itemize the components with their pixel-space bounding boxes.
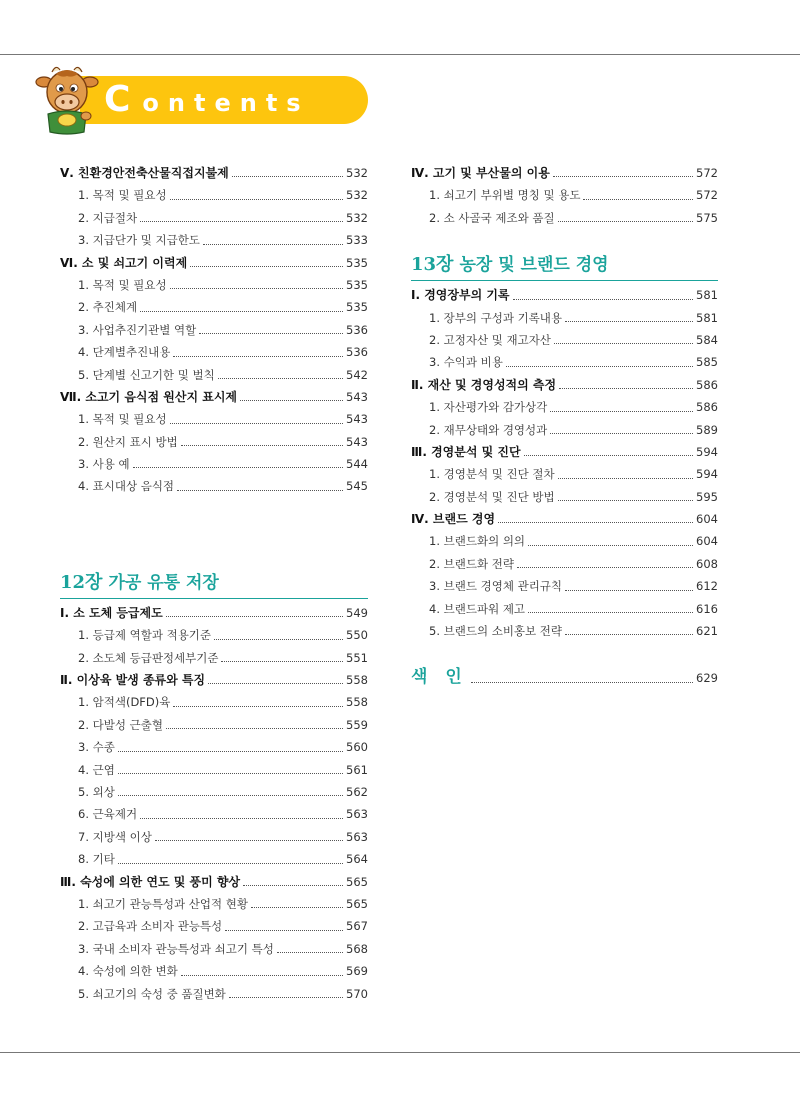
leader-dots [528, 606, 693, 613]
leader-dots [173, 350, 343, 357]
toc-item-label: 6. 근육제거 [78, 807, 138, 822]
leader-dots [471, 676, 693, 683]
toc-item-label: 4. 표시대상 음식점 [78, 479, 175, 494]
toc-page-number: 570 [346, 986, 368, 1001]
toc-item[interactable] [60, 296, 368, 318]
leader-dots [170, 282, 343, 289]
toc-page-number: 532 [346, 210, 368, 225]
toc-page-number: 586 [696, 400, 718, 415]
toc-page-number: 549 [346, 605, 368, 620]
toc-item[interactable] [411, 575, 718, 597]
toc-item[interactable] [60, 341, 368, 363]
leader-dots [251, 901, 343, 908]
toc-item[interactable] [411, 419, 718, 441]
toc-page-number: 584 [696, 332, 718, 347]
toc-section-label: Ⅲ. 경영분석 및 진단 [411, 444, 521, 459]
leader-dots [170, 417, 343, 424]
leader-dots [218, 372, 343, 379]
leader-dots [550, 427, 693, 434]
toc-item-label: 2. 고정자산 및 재고자산 [429, 332, 551, 347]
toc-page-number: 604 [696, 512, 718, 527]
toc-section[interactable] [60, 602, 368, 624]
toc-page-number: 572 [696, 166, 718, 180]
chapter-title: 가공 유통 저장 [108, 572, 219, 593]
leader-dots [229, 991, 343, 998]
toc-page-number: 604 [696, 534, 718, 549]
toc-page-number: 535 [346, 277, 368, 292]
toc-item-label: 1. 쇠고기 관능특성과 산업적 현황 [78, 896, 249, 911]
toc-item-label: 1. 목적 및 필요성 [78, 188, 167, 203]
leader-dots [558, 215, 693, 222]
toc-page-number: 543 [346, 434, 368, 449]
leader-dots [553, 170, 693, 177]
leader-dots [558, 494, 693, 501]
toc-page-number: 563 [346, 829, 368, 844]
toc-item[interactable] [60, 960, 368, 982]
toc-item-label: 2. 지급절차 [78, 210, 138, 225]
toc-item-label: 3. 사용 예 [78, 457, 130, 472]
leader-dots [277, 946, 343, 953]
toc-page-number: 564 [346, 852, 368, 867]
toc-item[interactable] [60, 938, 368, 960]
toc-page-number: 532 [346, 188, 368, 203]
toc-page-number: 568 [346, 941, 368, 956]
toc-page-number: 594 [696, 467, 718, 482]
leader-dots [140, 812, 343, 819]
toc-right-column [411, 162, 718, 692]
toc-item[interactable] [60, 624, 368, 646]
toc-page-number: 532 [346, 166, 368, 180]
toc-item-label: 2. 추진체계 [78, 300, 138, 315]
toc-page-number: 536 [346, 322, 368, 337]
leader-dots [565, 315, 693, 322]
top-rule [0, 54, 800, 55]
toc-item[interactable] [411, 329, 718, 351]
toc-page-number: 536 [346, 345, 368, 360]
toc-page-number: 612 [696, 579, 718, 594]
leader-dots [506, 360, 693, 367]
toc-page-number: 543 [346, 389, 368, 404]
toc-item-label: 7. 지방색 이상 [78, 829, 152, 844]
toc-section-label: Ⅱ. 재산 및 경영성적의 측정 [411, 377, 557, 392]
leader-dots [240, 394, 343, 401]
leader-dots [173, 700, 343, 707]
toc-section-label: Ⅱ. 이상육 발생 종류와 특징 [60, 673, 206, 688]
toc-item-label: 1. 자산평가와 감가상각 [429, 400, 548, 415]
toc-item[interactable] [411, 307, 718, 329]
toc-item-label: 4. 근염 [78, 762, 115, 777]
leader-dots [118, 745, 343, 752]
toc-section[interactable] [60, 252, 368, 274]
leader-dots [155, 834, 343, 841]
toc-item-label: 1. 목적 및 필요성 [78, 412, 167, 427]
toc-page-number: 586 [696, 377, 718, 392]
toc-section[interactable] [60, 162, 368, 184]
toc-section-label: Ⅴ. 친환경안전축산물직접지불제 [60, 166, 229, 180]
toc-item-label: 3. 수익과 비용 [429, 355, 503, 370]
toc-item[interactable] [60, 826, 368, 848]
chapter-heading-12[interactable] [60, 568, 368, 599]
toc-page-number: 581 [696, 288, 718, 303]
toc-section[interactable] [411, 508, 718, 530]
toc-item[interactable] [411, 184, 718, 206]
contents-title-rest: ontents [142, 89, 310, 117]
toc-item[interactable] [60, 714, 368, 736]
toc-section-label: Ⅶ. 소고기 음식점 원산지 표시제 [60, 389, 238, 404]
leader-dots [190, 260, 343, 267]
toc-left-column [60, 162, 368, 1005]
toc-item[interactable] [60, 983, 368, 1005]
toc-item[interactable] [60, 207, 368, 229]
toc-item[interactable] [60, 184, 368, 206]
chapter-title: 농장 및 브랜드 경영 [459, 255, 609, 276]
toc-page-number: 563 [346, 807, 368, 822]
toc-page-number: 572 [696, 188, 718, 203]
toc-section[interactable] [60, 669, 368, 691]
toc-item[interactable] [411, 351, 718, 373]
toc-item[interactable] [60, 759, 368, 781]
leader-dots [558, 472, 693, 479]
leader-dots [214, 633, 343, 640]
toc-item-label: 2. 고급육과 소비자 관능특성 [78, 919, 223, 934]
toc-item-label: 2. 소도체 등급판정세부기준 [78, 650, 219, 665]
leader-dots [554, 337, 693, 344]
toc-section[interactable] [411, 441, 718, 463]
toc-item[interactable] [411, 396, 718, 418]
toc-item[interactable] [60, 229, 368, 251]
toc-item[interactable] [60, 803, 368, 825]
toc-item-label: 1. 경영분석 및 진단 절차 [429, 467, 555, 482]
toc-item[interactable] [60, 453, 368, 475]
leader-dots [199, 327, 343, 334]
toc-item[interactable] [60, 475, 368, 497]
toc-page-number: 544 [346, 457, 368, 472]
chapter-number: 12장 [60, 571, 103, 593]
toc-section-label: Ⅲ. 숙성에 의한 연도 및 풍미 향상 [60, 874, 241, 889]
toc-page-number: 562 [346, 784, 368, 799]
index-entry[interactable] [411, 662, 718, 692]
toc-item[interactable] [60, 736, 368, 758]
toc-page-number: 589 [696, 422, 718, 437]
leader-dots [208, 677, 343, 684]
leader-dots [550, 405, 693, 412]
toc-item[interactable] [411, 530, 718, 552]
toc-item-label: 1. 등급제 역할과 적용기준 [78, 628, 212, 643]
contents-title [104, 80, 310, 120]
leader-dots [225, 924, 343, 931]
toc-item-label: 1. 브랜드화의 의의 [429, 534, 526, 549]
toc-item[interactable] [411, 207, 718, 229]
toc-page-number: 559 [346, 717, 368, 732]
toc-item[interactable] [60, 364, 368, 386]
toc-page-number: 581 [696, 310, 718, 325]
toc-item[interactable] [411, 553, 718, 575]
toc-page-number: 545 [346, 479, 368, 494]
leader-dots [140, 215, 343, 222]
toc-page-number: 616 [696, 601, 718, 616]
toc-page-number: 551 [346, 650, 368, 665]
toc-item-label: 2. 브랜드화 전략 [429, 556, 514, 571]
toc-page-number: 595 [696, 489, 718, 504]
leader-dots [118, 789, 343, 796]
toc-item-label: 5. 브랜드의 소비홍보 전략 [429, 624, 563, 639]
toc-item[interactable] [60, 893, 368, 915]
toc-section-label: Ⅰ. 소 도체 등급제도 [60, 605, 163, 620]
toc-section[interactable] [411, 162, 718, 184]
toc-page-number: 558 [346, 673, 368, 688]
leader-dots [166, 722, 343, 729]
toc-item[interactable] [411, 598, 718, 620]
toc-page-number: 567 [346, 919, 368, 934]
leader-dots [232, 170, 343, 177]
toc-page-number: 629 [696, 671, 718, 686]
leader-dots [528, 539, 693, 546]
toc-page-number: 558 [346, 695, 368, 710]
toc-section[interactable] [411, 284, 718, 306]
leader-dots [133, 461, 343, 468]
cow-mascot-icon [34, 62, 100, 136]
toc-page-number: 594 [696, 444, 718, 459]
leader-dots [559, 382, 693, 389]
toc-item-label: 2. 원산지 표시 방법 [78, 434, 178, 449]
leader-dots [221, 655, 343, 662]
leader-dots [583, 193, 693, 200]
toc-page-number: 565 [346, 896, 368, 911]
toc-page-number: 542 [346, 367, 368, 382]
toc-section[interactable] [411, 374, 718, 396]
leader-dots [524, 449, 693, 456]
toc-page-number: 535 [346, 255, 368, 270]
toc-section[interactable] [60, 386, 368, 408]
leader-dots [243, 879, 343, 886]
toc-page-number: 575 [696, 210, 718, 225]
leader-dots [181, 969, 343, 976]
toc-section-label: Ⅳ. 브랜드 경영 [411, 512, 496, 527]
toc-page-number: 569 [346, 964, 368, 979]
index-label: 색 인 [411, 667, 468, 688]
chapter-heading-13[interactable] [411, 250, 718, 281]
toc-item[interactable] [60, 274, 368, 296]
toc-item-label: 2. 경영분석 및 진단 방법 [429, 489, 555, 504]
leader-dots [170, 193, 343, 200]
toc-section[interactable] [60, 871, 368, 893]
toc-page-number: 535 [346, 300, 368, 315]
leader-dots [203, 238, 343, 245]
toc-item[interactable] [411, 463, 718, 485]
toc-page-number: 543 [346, 412, 368, 427]
chapter-number: 13장 [411, 254, 454, 276]
toc-item-label: 5. 쇠고기의 숙성 중 품질변화 [78, 986, 226, 1001]
toc-item-label: 3. 지급단가 및 지급한도 [78, 233, 200, 248]
toc-item-label: 4. 숙성에 의한 변화 [78, 964, 178, 979]
bottom-rule [0, 1052, 800, 1053]
toc-section-label: Ⅵ. 소 및 쇠고기 이력제 [60, 255, 188, 270]
toc-item[interactable] [60, 781, 368, 803]
toc-page-number: 565 [346, 874, 368, 889]
toc-page-number: 550 [346, 628, 368, 643]
toc-page-number: 621 [696, 624, 718, 639]
toc-item[interactable] [60, 691, 368, 713]
leader-dots [166, 610, 343, 617]
leader-dots [140, 305, 343, 312]
toc-item-label: 1. 목적 및 필요성 [78, 277, 167, 292]
leader-dots [118, 857, 343, 864]
leader-dots [118, 767, 343, 774]
contents-title-cap: C [104, 79, 143, 120]
toc-page-number: 608 [696, 556, 718, 571]
toc-item-label: 2. 소 사골국 제조와 품질 [429, 210, 555, 225]
toc-item-label: 5. 단계별 신고기한 및 벌칙 [78, 367, 215, 382]
toc-item-label: 5. 외상 [78, 784, 115, 799]
toc-page-number: 561 [346, 762, 368, 777]
leader-dots [565, 584, 693, 591]
toc-item-label: 8. 기타 [78, 852, 115, 867]
toc-item[interactable] [60, 408, 368, 430]
toc-item[interactable] [411, 486, 718, 508]
toc-item-label: 2. 다발성 근출혈 [78, 717, 163, 732]
toc-item-label: 1. 장부의 구성과 기록내용 [429, 310, 563, 325]
leader-dots [498, 516, 693, 523]
toc-item[interactable] [60, 647, 368, 669]
leader-dots [177, 484, 343, 491]
toc-item-label: 1. 쇠고기 부위별 명칭 및 용도 [429, 188, 581, 203]
toc-item[interactable] [60, 319, 368, 341]
toc-section-label: Ⅰ. 경영장부의 기록 [411, 288, 510, 303]
toc-item-label: 4. 브랜드파워 제고 [429, 601, 526, 616]
toc-item[interactable] [411, 620, 718, 642]
leader-dots [565, 628, 693, 635]
toc-page-number: 560 [346, 740, 368, 755]
toc-item[interactable] [60, 915, 368, 937]
leader-dots [517, 561, 693, 568]
toc-item-label: 3. 국내 소비자 관능특성과 쇠고기 특성 [78, 941, 274, 956]
toc-item[interactable] [60, 431, 368, 453]
toc-item-label: 1. 암적색(DFD)육 [78, 695, 171, 710]
leader-dots [513, 293, 694, 300]
toc-item-label: 3. 사업추진기관별 역할 [78, 322, 197, 337]
contents-banner [34, 62, 344, 132]
toc-item[interactable] [60, 848, 368, 870]
leader-dots [181, 439, 343, 446]
toc-page-number: 585 [696, 355, 718, 370]
toc-item-label: 4. 단계별추진내용 [78, 345, 171, 360]
toc-item-label: 3. 수종 [78, 740, 115, 755]
toc-page-number: 533 [346, 233, 368, 248]
toc-section-label: Ⅳ. 고기 및 부산물의 이용 [411, 166, 550, 180]
toc-item-label: 3. 브랜드 경영체 관리규칙 [429, 579, 563, 594]
toc-item-label: 2. 재무상태와 경영성과 [429, 422, 548, 437]
